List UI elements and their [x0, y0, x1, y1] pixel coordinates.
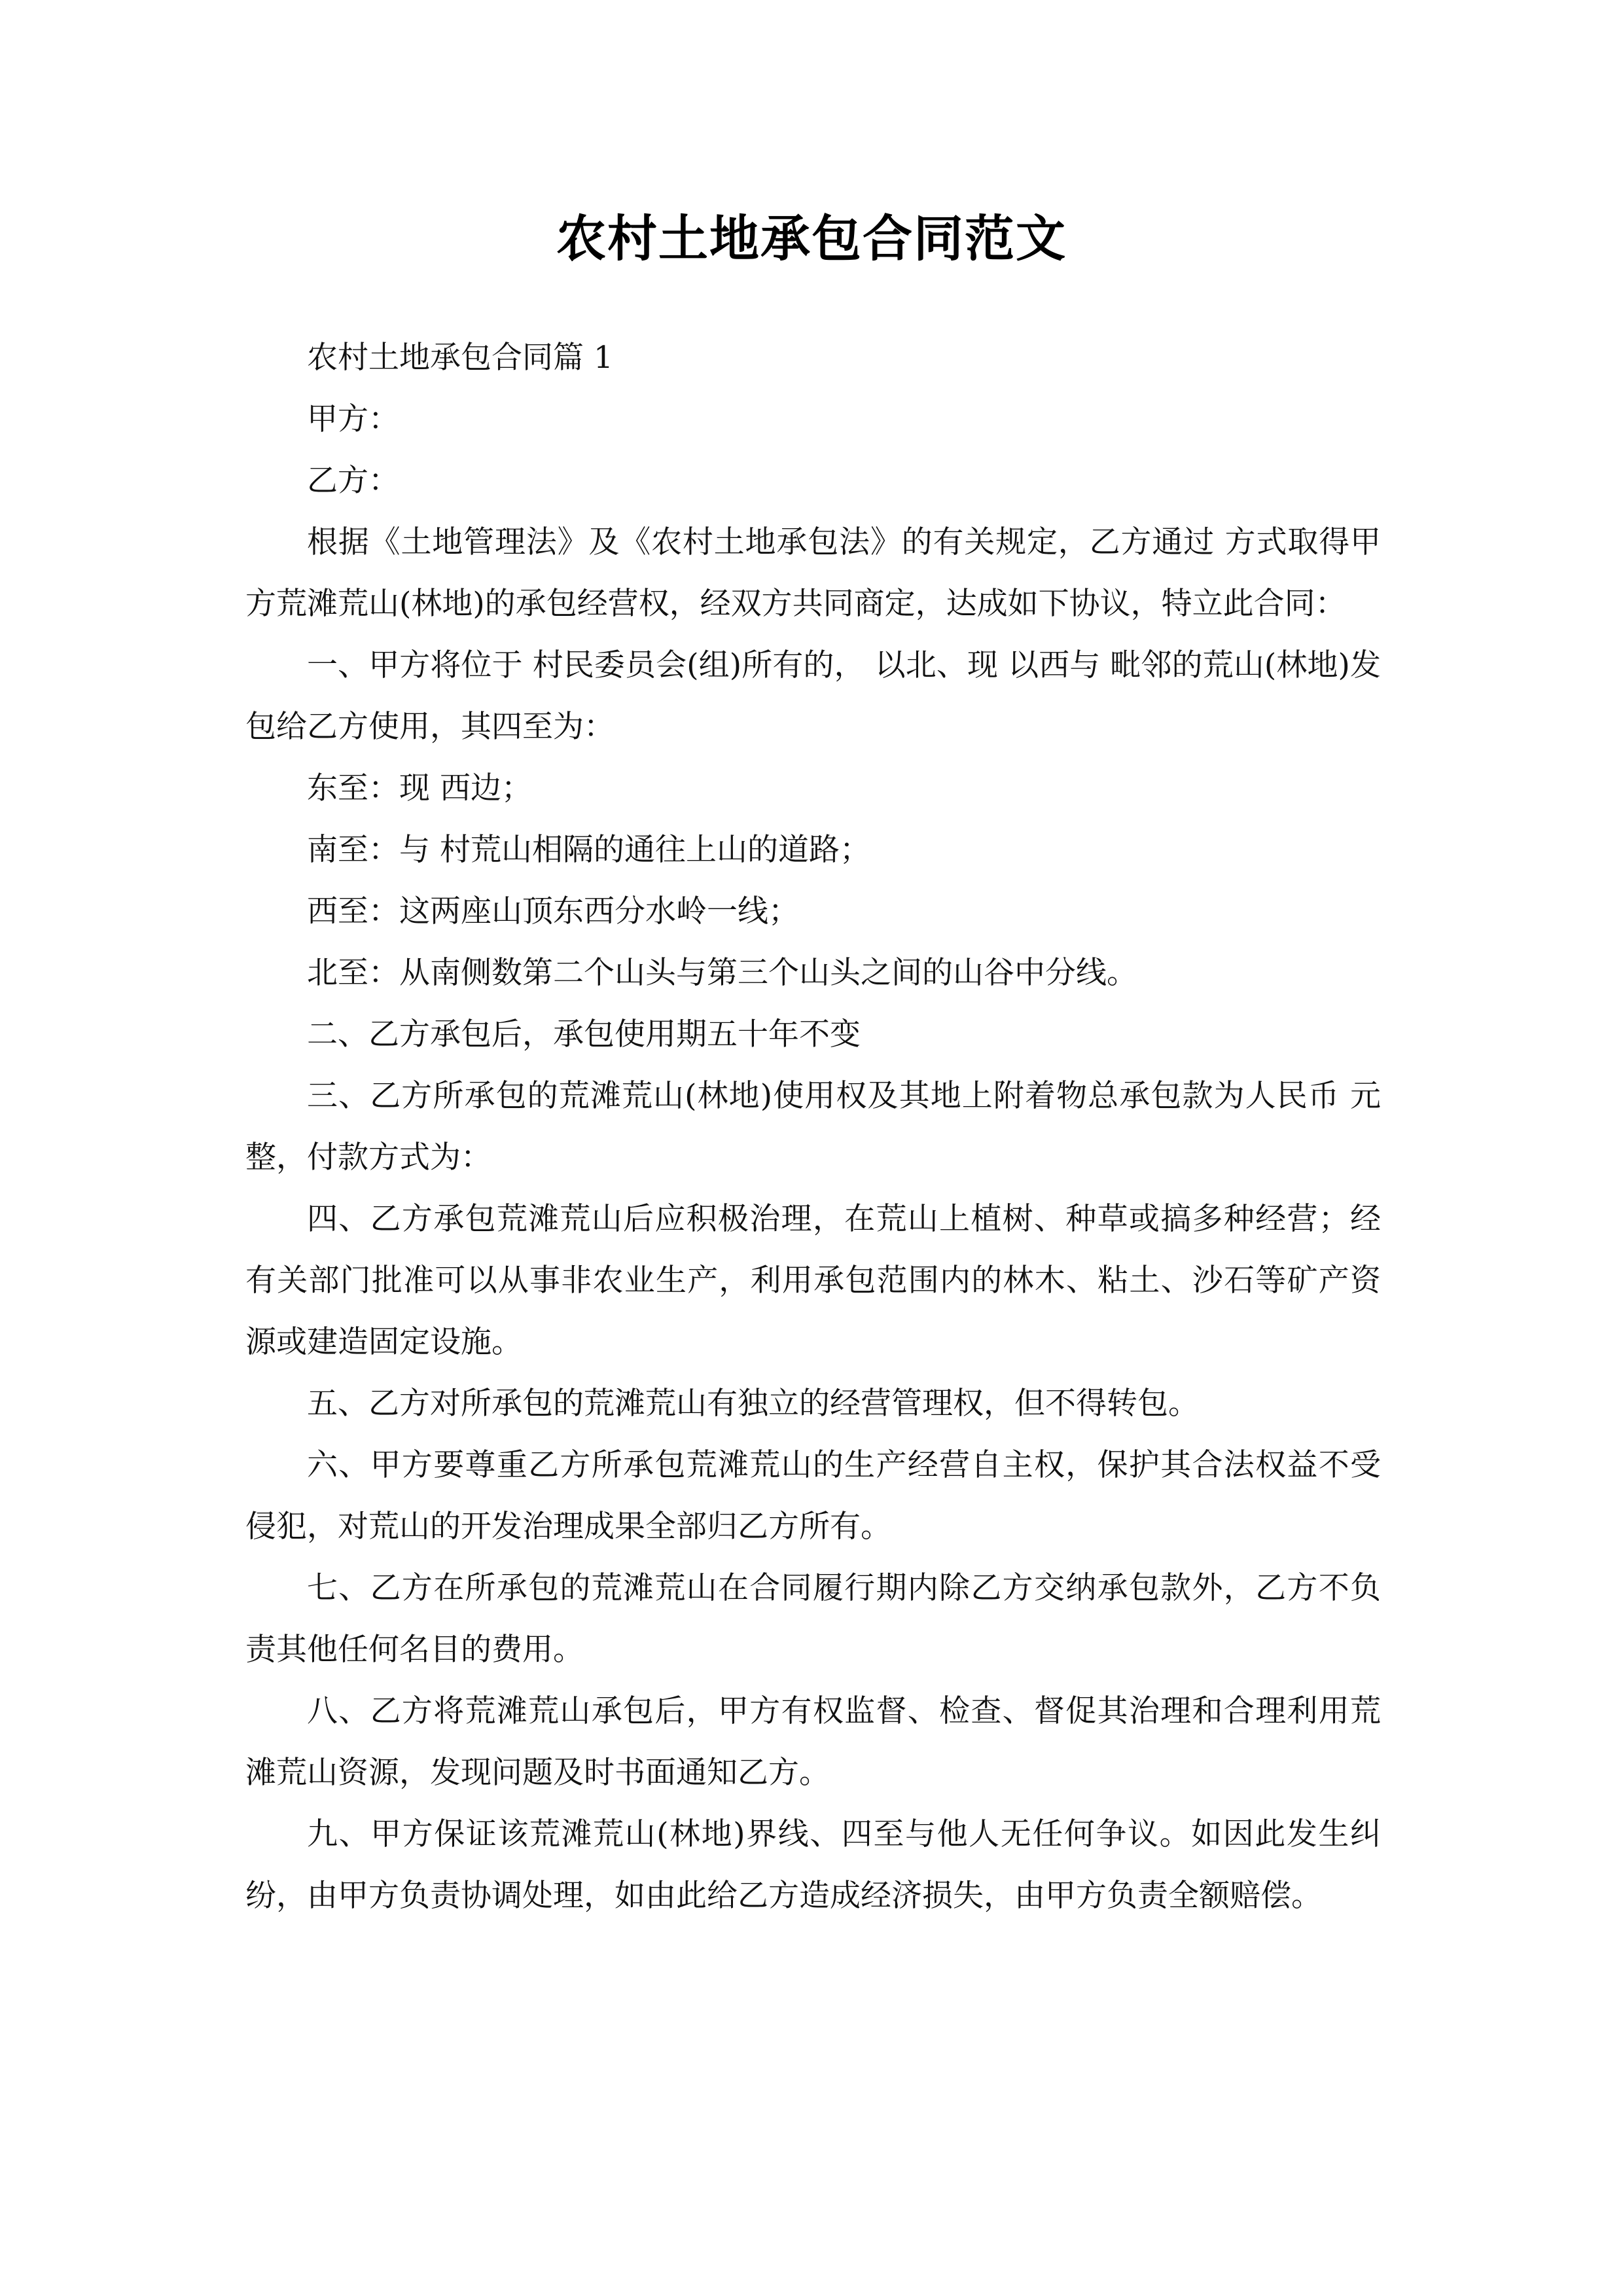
paragraph-clause-9: 九、甲方保证该荒滩荒山(林地)界线、四至与他人无任何争议。如因此发生纠纷，由甲方负责协调处理，如由此给乙方造成经济损失，由甲方负责全额赔偿。: [245, 1816, 1381, 1914]
paragraph-heading-section: 农村土地承包合同篇 1: [307, 340, 613, 376]
paragraph-party-a: 甲方：: [307, 401, 399, 437]
paragraph-boundary-west: 西至：这两座山顶东西分水岭一线；: [307, 893, 799, 929]
paragraph-boundary-east: 东至：现 西边；: [307, 770, 532, 806]
paragraph-clause-1: 一、甲方将位于 村民委员会(组)所有的， 以北、现 以西与 毗邻的荒山(林地)发包给乙方使用，其四至为：: [245, 647, 1381, 745]
paragraph-boundary-south: 南至：与 村荒山相隔的通往上山的道路；: [307, 832, 870, 868]
paragraph-preamble: 根据《土地管理法》及《农村土地承包法》的有关规定，乙方通过 方式取得甲方荒滩荒山(林地)的承包经营权，经双方共同商定，达成如下协议，特立此合同：: [245, 524, 1381, 622]
paragraph-clause-7: 七、乙方在所承包的荒滩荒山在合同履行期内除乙方交纳承包款外，乙方不负责其他任何名目的费用。: [245, 1570, 1381, 1668]
document-body: [245, 327, 1381, 1927]
paragraph-clause-2: 二、乙方承包后，承包使用期五十年不变: [307, 1016, 861, 1052]
paragraph-boundary-north: 北至：从南侧数第二个山头与第三个山头之间的山谷中分线。: [307, 955, 1137, 991]
paragraph-clause-4: 四、乙方承包荒滩荒山后应积极治理，在荒山上植树、种草或搞多种经营；经有关部门批准可以从事非农业生产，利用承包范围内的林木、粘土、沙石等矿产资源或建造固定设施。: [245, 1201, 1381, 1360]
page-title: 农村土地承包合同范文: [556, 209, 1067, 268]
paragraph-clause-6: 六、甲方要尊重乙方所承包荒滩荒山的生产经营自主权，保护其合法权益不受侵犯，对荒山的开发治理成果全部归乙方所有。: [245, 1447, 1381, 1545]
paragraph-party-b: 乙方：: [307, 463, 399, 499]
paragraph-clause-8: 八、乙方将荒滩荒山承包后，甲方有权监督、检查、督促其治理和合理利用荒滩荒山资源，发现问题及时书面通知乙方。: [245, 1693, 1381, 1791]
paragraph-clause-5: 五、乙方对所承包的荒滩荒山有独立的经营管理权，但不得转包。: [307, 1386, 1199, 1422]
paragraph-clause-3: 三、乙方所承包的荒滩荒山(林地)使用权及其地上附着物总承包款为人民币 元整，付款方式为：: [245, 1078, 1381, 1175]
